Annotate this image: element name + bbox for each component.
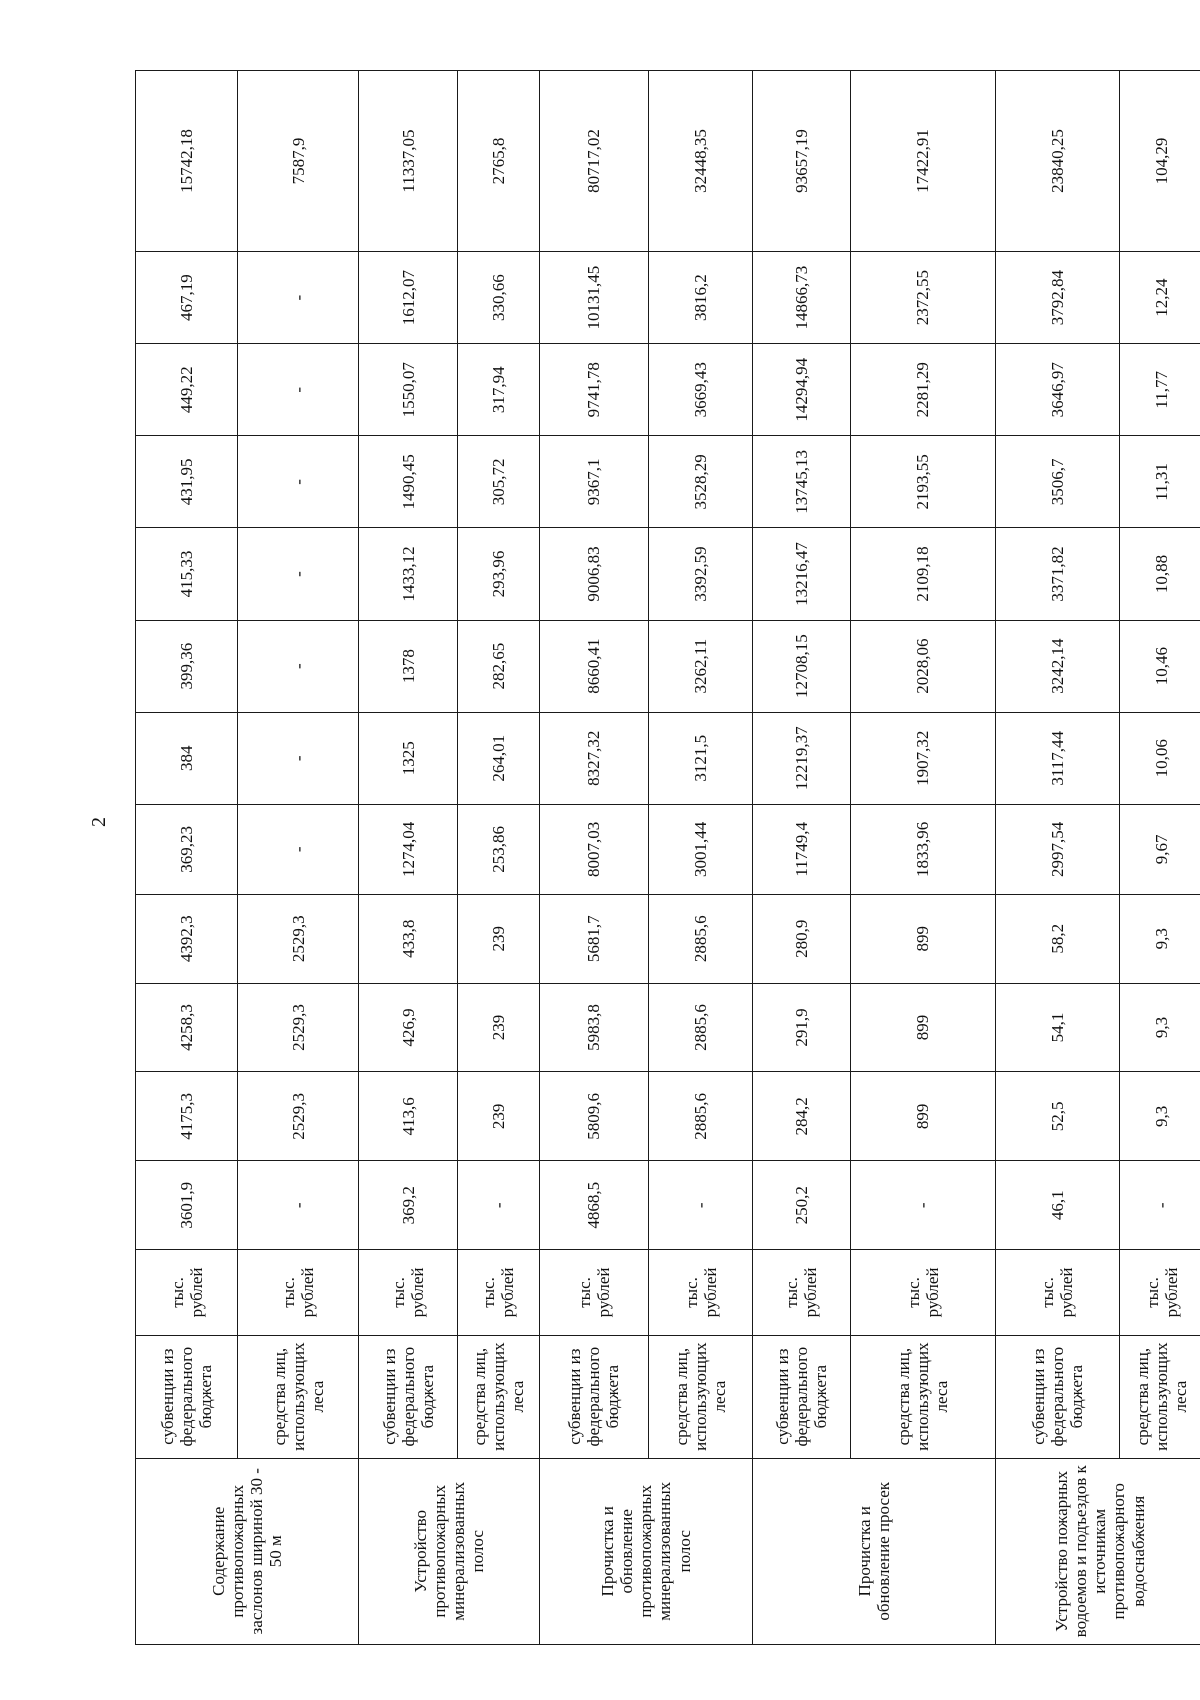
funding-source-cell: средства лиц, использующих леса	[1119, 1335, 1200, 1458]
value-cell: 3121,5	[648, 712, 752, 804]
value-cell: 3262,11	[648, 620, 752, 712]
table-row	[539, 71, 648, 1645]
category-cell: Прочистка и обновление просек	[753, 1458, 996, 1644]
value-cell: 3506,7	[995, 436, 1119, 528]
unit-cell: тыс. рублей	[648, 1250, 752, 1336]
value-cell: 305,72	[457, 436, 539, 528]
table-row	[457, 71, 539, 1645]
total-value-cell: 17422,91	[850, 71, 995, 252]
unit-cell: тыс. рублей	[995, 1250, 1119, 1336]
unit-cell: тыс. рублей	[136, 1250, 238, 1336]
value-cell: 3242,14	[995, 620, 1119, 712]
value-cell: 10,88	[1119, 528, 1200, 620]
value-cell: 52,5	[995, 1072, 1119, 1161]
funding-source-cell: средства лиц, использующих леса	[850, 1335, 995, 1458]
unit-cell: тыс. рублей	[850, 1250, 995, 1336]
value-cell: 46,1	[995, 1161, 1119, 1250]
value-cell: 3371,82	[995, 528, 1119, 620]
value-cell: 1490,45	[359, 436, 457, 528]
value-cell: -	[457, 1161, 539, 1250]
value-cell: 3669,43	[648, 344, 752, 436]
category-cell: Устройство пожарных водоемов и подъездов к источникам противопожарного водоснабжения	[995, 1458, 1200, 1644]
value-cell: 317,94	[457, 344, 539, 436]
value-cell: 3792,84	[995, 252, 1119, 344]
funding-source-cell: средства лиц, использующих леса	[457, 1335, 539, 1458]
unit-cell: тыс. рублей	[539, 1250, 648, 1336]
value-cell: 9006,83	[539, 528, 648, 620]
value-cell: 9,3	[1119, 1072, 1200, 1161]
value-cell: 3601,9	[136, 1161, 238, 1250]
table-row	[995, 71, 1119, 1645]
table-row	[136, 71, 238, 1645]
funding-source-cell: средства лиц, использующих леса	[648, 1335, 752, 1458]
value-cell: 9367,1	[539, 436, 648, 528]
total-value-cell: 80717,02	[539, 71, 648, 252]
table-row	[359, 71, 457, 1645]
value-cell: 2281,29	[850, 344, 995, 436]
value-cell: 284,2	[753, 1072, 850, 1161]
value-cell: -	[238, 252, 359, 344]
value-cell: 3646,97	[995, 344, 1119, 436]
value-cell: 3001,44	[648, 804, 752, 894]
value-cell: -	[238, 620, 359, 712]
budget-table	[135, 70, 1200, 1645]
value-cell: 8327,32	[539, 712, 648, 804]
value-cell: 14294,94	[753, 344, 850, 436]
value-cell: 9,3	[1119, 983, 1200, 1072]
total-value-cell: 7587,9	[238, 71, 359, 252]
table-row	[648, 71, 752, 1645]
table-row	[753, 71, 850, 1645]
value-cell: 330,66	[457, 252, 539, 344]
category-cell: Устройство противопожарных минерализованных полос	[359, 1458, 539, 1644]
value-cell: 1612,07	[359, 252, 457, 344]
value-cell: 431,95	[136, 436, 238, 528]
total-value-cell: 104,29	[1119, 71, 1200, 252]
funding-source-cell: субвенции из федерального бюджета	[359, 1335, 457, 1458]
category-cell: Содержание противопожарных заслонов шириной 30 - 50 м	[136, 1458, 359, 1644]
value-cell: 11,31	[1119, 436, 1200, 528]
value-cell: 413,6	[359, 1072, 457, 1161]
value-cell: 239	[457, 894, 539, 983]
value-cell: 291,9	[753, 983, 850, 1072]
value-cell: 5809,6	[539, 1072, 648, 1161]
value-cell: 14866,73	[753, 252, 850, 344]
value-cell: 280,9	[753, 894, 850, 983]
value-cell: 9,67	[1119, 804, 1200, 894]
value-cell: -	[238, 712, 359, 804]
value-cell: 467,19	[136, 252, 238, 344]
value-cell: 5983,8	[539, 983, 648, 1072]
funding-source-cell: субвенции из федерального бюджета	[753, 1335, 850, 1458]
value-cell: 1550,07	[359, 344, 457, 436]
value-cell: 2885,6	[648, 894, 752, 983]
value-cell: 384	[136, 712, 238, 804]
value-cell: 54,1	[995, 983, 1119, 1072]
value-cell: 4258,3	[136, 983, 238, 1072]
unit-cell: тыс. рублей	[753, 1250, 850, 1336]
value-cell: 433,8	[359, 894, 457, 983]
value-cell: 12219,37	[753, 712, 850, 804]
value-cell: 58,2	[995, 894, 1119, 983]
funding-source-cell: субвенции из федерального бюджета	[995, 1335, 1119, 1458]
funding-source-cell: субвенции из федерального бюджета	[539, 1335, 648, 1458]
value-cell: 282,65	[457, 620, 539, 712]
value-cell: 1325	[359, 712, 457, 804]
value-cell: 239	[457, 1072, 539, 1161]
value-cell: 11749,4	[753, 804, 850, 894]
value-cell: 264,01	[457, 712, 539, 804]
value-cell: 3392,59	[648, 528, 752, 620]
rotated-table-wrapper	[135, 70, 1200, 1645]
table-body	[136, 71, 1200, 1645]
value-cell: 2372,55	[850, 252, 995, 344]
value-cell: 2997,54	[995, 804, 1119, 894]
value-cell: -	[238, 528, 359, 620]
total-value-cell: 93657,19	[753, 71, 850, 252]
total-value-cell: 15742,18	[136, 71, 238, 252]
value-cell: -	[238, 804, 359, 894]
value-cell: 239	[457, 983, 539, 1072]
value-cell: 3816,2	[648, 252, 752, 344]
value-cell: 1433,12	[359, 528, 457, 620]
value-cell: -	[238, 344, 359, 436]
value-cell: 13216,47	[753, 528, 850, 620]
value-cell: 899	[850, 983, 995, 1072]
value-cell: 2193,55	[850, 436, 995, 528]
value-cell: 426,9	[359, 983, 457, 1072]
value-cell: 11,77	[1119, 344, 1200, 436]
value-cell: -	[648, 1161, 752, 1250]
unit-cell: тыс. рублей	[238, 1250, 359, 1336]
total-value-cell: 23840,25	[995, 71, 1119, 252]
value-cell: 1274,04	[359, 804, 457, 894]
value-cell: 250,2	[753, 1161, 850, 1250]
value-cell: 1833,96	[850, 804, 995, 894]
value-cell: 1378	[359, 620, 457, 712]
table-row	[1119, 71, 1200, 1645]
value-cell: 8007,03	[539, 804, 648, 894]
value-cell: 369,2	[359, 1161, 457, 1250]
value-cell: 2529,3	[238, 983, 359, 1072]
value-cell: 9741,78	[539, 344, 648, 436]
value-cell: 293,96	[457, 528, 539, 620]
value-cell: 2109,18	[850, 528, 995, 620]
total-value-cell: 2765,8	[457, 71, 539, 252]
total-value-cell: 11337,05	[359, 71, 457, 252]
value-cell: 369,23	[136, 804, 238, 894]
unit-cell: тыс. рублей	[359, 1250, 457, 1336]
value-cell: -	[850, 1161, 995, 1250]
funding-source-cell: средства лиц, использующих леса	[238, 1335, 359, 1458]
value-cell: 899	[850, 894, 995, 983]
value-cell: 10131,45	[539, 252, 648, 344]
value-cell: 4175,3	[136, 1072, 238, 1161]
value-cell: -	[238, 436, 359, 528]
value-cell: 10,06	[1119, 712, 1200, 804]
value-cell: 2885,6	[648, 983, 752, 1072]
category-cell: Прочистка и обновление противопожарных минерализованных полос	[539, 1458, 753, 1644]
value-cell: 2529,3	[238, 894, 359, 983]
value-cell: 4392,3	[136, 894, 238, 983]
value-cell: 3117,44	[995, 712, 1119, 804]
value-cell: -	[238, 1161, 359, 1250]
value-cell: 253,86	[457, 804, 539, 894]
value-cell: 12708,15	[753, 620, 850, 712]
value-cell: 399,36	[136, 620, 238, 712]
value-cell: 5681,7	[539, 894, 648, 983]
value-cell: 449,22	[136, 344, 238, 436]
value-cell: 8660,41	[539, 620, 648, 712]
table-row	[850, 71, 995, 1645]
value-cell: 12,24	[1119, 252, 1200, 344]
total-value-cell: 32448,35	[648, 71, 752, 252]
value-cell: 13745,13	[753, 436, 850, 528]
value-cell: 2028,06	[850, 620, 995, 712]
value-cell: 2529,3	[238, 1072, 359, 1161]
table-row	[238, 71, 359, 1645]
unit-cell: тыс. рублей	[457, 1250, 539, 1336]
value-cell: 4868,5	[539, 1161, 648, 1250]
value-cell: 899	[850, 1072, 995, 1161]
value-cell: 1907,32	[850, 712, 995, 804]
value-cell: 415,33	[136, 528, 238, 620]
unit-cell: тыс. рублей	[1119, 1250, 1200, 1336]
value-cell: 3528,29	[648, 436, 752, 528]
value-cell: -	[1119, 1161, 1200, 1250]
value-cell: 10,46	[1119, 620, 1200, 712]
page-number: 2	[87, 817, 110, 827]
value-cell: 2885,6	[648, 1072, 752, 1161]
funding-source-cell: субвенции из федерального бюджета	[136, 1335, 238, 1458]
value-cell: 9,3	[1119, 894, 1200, 983]
